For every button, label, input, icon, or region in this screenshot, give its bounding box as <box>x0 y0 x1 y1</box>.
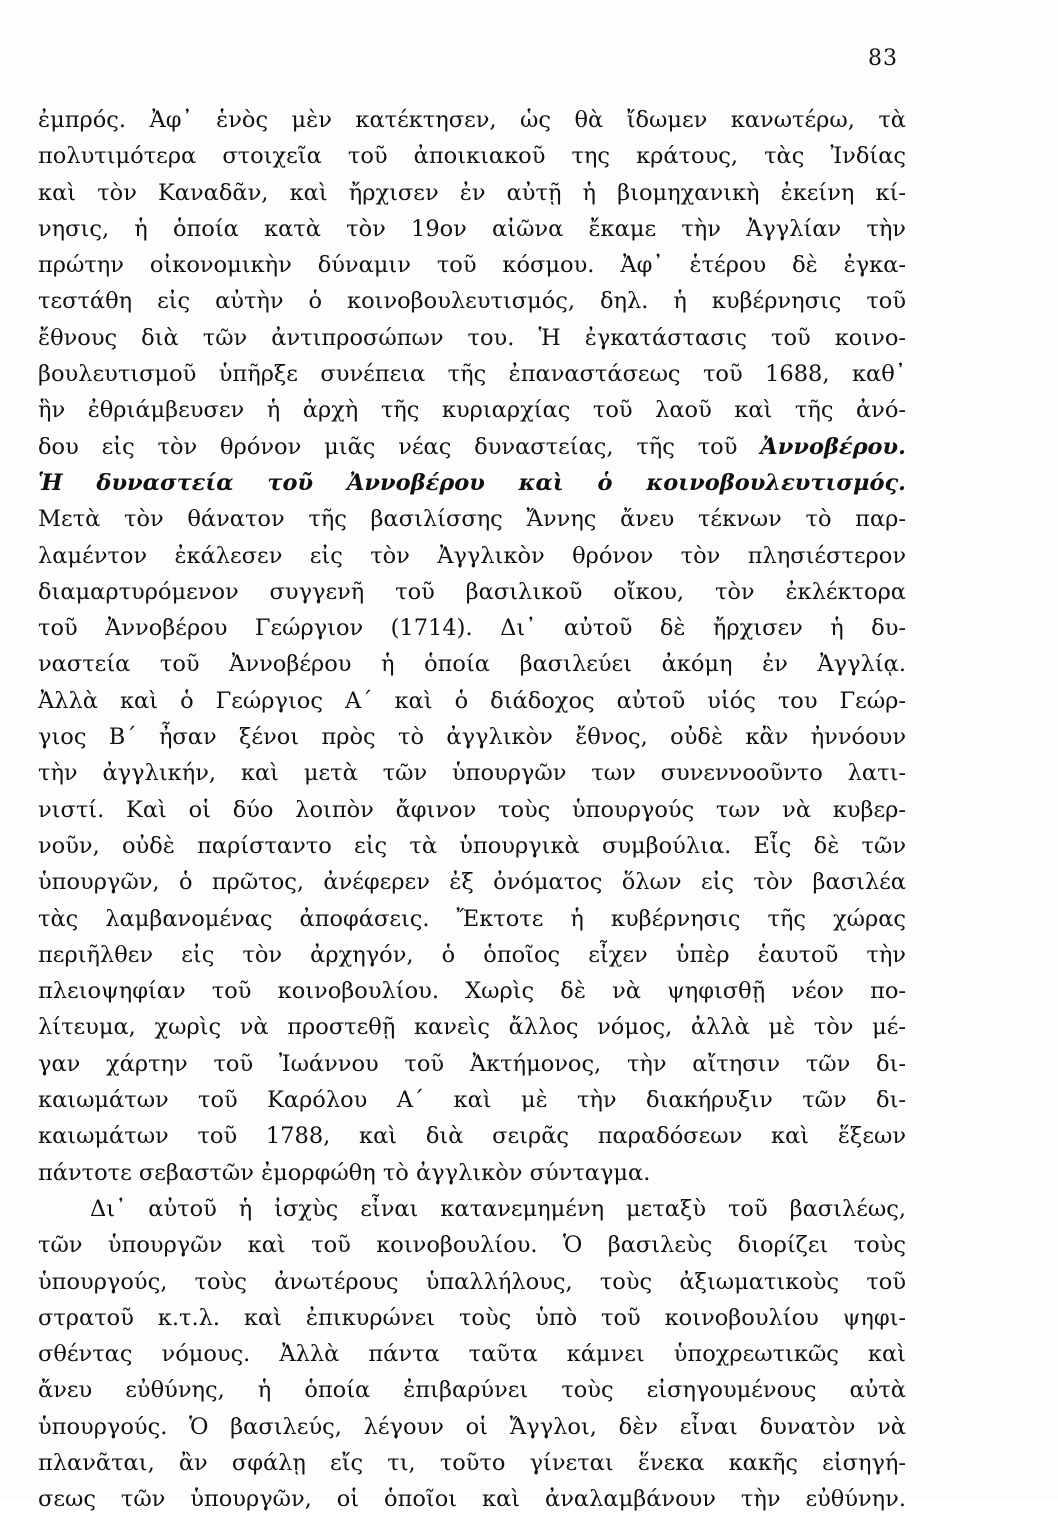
text-line: σθέντας νόμους. Ἀλλὰ πάντα ταῦτα κάμνει ὑποχρεωτικῶς καὶ <box>38 1341 906 1368</box>
text-line: νησις, ἡ ὁποία κατὰ τὸν 19ον αἰῶνα ἔκαμε τὴν Ἀγγλίαν τὴν <box>38 215 906 242</box>
text-line: Ἀλλὰ καὶ ὁ Γεώργιος Α΄ καὶ ὁ διάδοχος αὐτοῦ υἱός του Γεώρ- <box>38 687 906 714</box>
text-line: λαμέντον ἐκάλεσεν εἰς τὸν Ἀγγλικὸν θρόνον τὸν πλησιέστερον <box>38 542 906 569</box>
text-line: σεως τῶν ὑπουργῶν, οἱ ὁποῖοι καὶ ἀναλαμβάνουν τὴν εὐθύνην. <box>38 1486 906 1513</box>
text-line: βουλευτισμοῦ ὑπῆρξε συνέπεια τῆς ἐπαναστάσεως τοῦ 1688, καθ᾽ <box>38 361 906 388</box>
text-line: τοῦ Ἀννοβέρου Γεώργιον (1714). Δι᾽ αὐτοῦ δὲ ἤρχισεν ἡ δυ- <box>38 615 906 642</box>
text-line: ἔθνους διὰ τῶν ἀντιπροσώπων του. Ἡ ἐγκατάστασις τοῦ κοινο- <box>38 324 906 351</box>
body-text <box>38 102 906 1518</box>
text-line: πλανᾶται, ἂν σφάλῃ εἴς τι, τοῦτο γίνεται ἕνεκα κακῆς εἰσηγή- <box>38 1449 906 1476</box>
text-line: ἐμπρός. Ἀφ᾽ ἑνὸς μὲν κατέκτησεν, ὡς θὰ ἴδωμεν κανωτέρω, τὰ <box>38 107 906 133</box>
text-line: πολυτιμότερα στοιχεῖα τοῦ ἀποικιακοῦ της κράτους, τὰς Ἰνδίας <box>38 143 906 170</box>
section-heading: Ἡ δυναστεία τοῦ Ἀννοβέρου καὶ ὁ κοινοβουλευτισμός. <box>38 469 906 496</box>
text-line: ὑπουργῶν, ὁ πρῶτος, ἀνέφερεν ἐξ ὀνόματος ὅλων εἰς τὸν βασιλέα <box>38 869 906 896</box>
text-line: πλειοψηφίαν τοῦ κοινοβουλίου. Χωρὶς δὲ νὰ ψηφισθῇ νέον πο- <box>38 978 906 1005</box>
text-line: καὶ τὸν Καναδᾶν, καὶ ἤρχισεν ἐν αὐτῇ ἡ βιομηχανικὴ ἐκείνη κί- <box>38 179 906 206</box>
text-line: νιστί. Καὶ οἱ δύο λοιπὸν ἄφινον τοὺς ὑπουργούς των νὰ κυβερ- <box>38 796 906 823</box>
text-line: τὰς λαμβανομένας ἀποφάσεις. Ἔκτοτε ἡ κυβέρνησις τῆς χώρας <box>38 905 906 932</box>
text-line: λίτευμα, χωρὶς νὰ προστεθῇ κανεὶς ἄλλος νόμος, ἀλλὰ μὲ τὸν μέ- <box>38 1014 906 1041</box>
text-line: ἄνευ εὐθύνης, ἡ ὁποία ἐπιβαρύνει τοὺς εἰσηγουμένους αὐτὰ <box>38 1377 906 1404</box>
text-line: στρατοῦ κ.τ.λ. καὶ ἐπικυρώνει τοὺς ὑπὸ τοῦ κοινοβουλίου ψηφι- <box>38 1304 906 1331</box>
text-line: νοῦν, οὐδὲ παρίσταντο εἰς τὰ ὑπουργικὰ συμβούλια. Εἷς δὲ τῶν <box>38 832 906 859</box>
text-line: περιῆλθεν εἰς τὸν ἀρχηγόν, ὁ ὁποῖος εἶχεν ὑπὲρ ἑαυτοῦ τὴν <box>38 941 906 968</box>
text-line: τῶν ὑπουργῶν καὶ τοῦ κοινοβουλίου. Ὁ βασιλεὺς διορίζει τοὺς <box>38 1232 906 1259</box>
text-line: γαν χάρτην τοῦ Ἰωάννου τοῦ Ἀκτήμονος, τὴν αἴτησιν τῶν δι- <box>38 1050 906 1077</box>
text-line: ἣν ἐθριάμβευσεν ἡ ἀρχὴ τῆς κυριαρχίας τοῦ λαοῦ καὶ τῆς ἀνό- <box>38 397 906 424</box>
text-line-with-emphasis <box>38 429 906 465</box>
emphasized-name: Ἀννοβέρου. <box>760 433 906 460</box>
paragraph-last-line: πάντοτε σεβαστῶν ἐμορφώθη τὸ ἀγγλικὸν σύνταγμα. <box>38 1159 651 1186</box>
text-line: ὑπουργούς, τοὺς ἀνωτέρους ὑπαλλήλους, τοὺς ἀξιωματικοὺς τοῦ <box>38 1268 906 1295</box>
text-line: διαμαρτυρόμενον συγγενῆ τοῦ βασιλικοῦ οἴκου, τὸν ἐκλέκτορα <box>38 578 906 605</box>
text-line: ναστεία τοῦ Ἀννοβέρου ἡ ὁποία βασιλεύει ἀκόμη ἐν Ἀγγλίᾳ. <box>38 651 906 678</box>
text-line: ὑπουργούς. Ὁ βασιλεύς, λέγουν οἱ Ἄγγλοι, δὲν εἶναι δυνατὸν νὰ <box>38 1413 906 1440</box>
text-line: καιωμάτων τοῦ Καρόλου Α΄ καὶ μὲ τὴν διακήρυξιν τῶν δι- <box>38 1087 906 1114</box>
text-line: γιος Β΄ ἦσαν ξένοι πρὸς τὸ ἀγγλικὸν ἔθνος, οὐδὲ κἂν ἠννόουν <box>38 724 906 751</box>
text-line: καιωμάτων τοῦ 1788, καὶ διὰ σειρᾶς παραδόσεων καὶ ἕξεων <box>38 1123 906 1150</box>
line-text: δου εἰς τὸν θρόνον μιᾶς νέας δυναστείας, τῆς τοῦ <box>38 433 738 460</box>
page-number: 83 <box>868 46 898 71</box>
paragraph-first-line: Δι᾽ αὐτοῦ ἡ ἰσχὺς εἶναι κατανεμημένη μεταξὺ τοῦ βασιλέως, <box>90 1195 906 1222</box>
text-line: τὴν ἀγγλικήν, καὶ μετὰ τῶν ὑπουργῶν των συνεννοοῦντο λατι- <box>38 760 906 787</box>
text-line: τεστάθη εἰς αὐτὴν ὁ κοινοβουλευτισμός, δηλ. ἡ κυβέρνησις τοῦ <box>38 288 906 315</box>
text-line: Μετὰ τὸν θάνατον τῆς βασιλίσσης Ἄννης ἄνευ τέκνων τὸ παρ- <box>38 506 906 533</box>
text-line: πρώτην οἰκονομικὴν δύναμιν τοῦ κόσμου. Ἀφ᾽ ἑτέρου δὲ ἐγκα- <box>38 252 906 279</box>
